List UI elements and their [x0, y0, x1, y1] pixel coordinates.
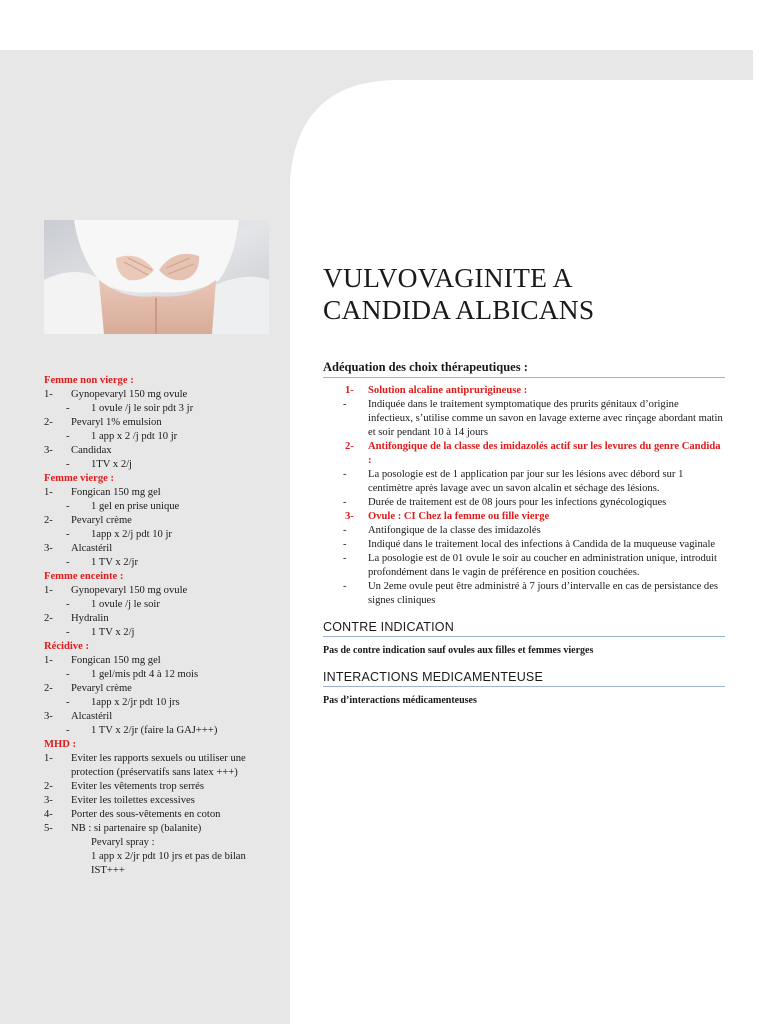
bullet-text: Durée de traitement est de 08 jours pour les infections gynécologiques	[368, 497, 667, 508]
dosage-line	[44, 556, 276, 570]
woman-hands-on-lap-photo	[44, 220, 269, 334]
dosage-text: 1 TV x 2/jr (faire la GAJ+++)	[91, 725, 218, 736]
item-number: 3-	[44, 543, 53, 554]
interactions-heading: INTERACTIONS MEDICAMENTEUSE	[323, 670, 725, 687]
item-text: Eviter les vêtements trop serrés	[71, 781, 204, 792]
item-text: Alcastéril	[71, 543, 113, 554]
bullet-line	[323, 468, 725, 496]
item-number: 1-	[44, 753, 53, 764]
item-title: Antifongique de la classe des imidazolés actif sur les levures du genre Candida :	[368, 441, 721, 466]
item-text: Pevaryl 1% emulsion	[71, 417, 162, 428]
dosage-text: 1 gel en prise unique	[91, 501, 180, 512]
bullet-line	[323, 552, 725, 580]
item-number: 3-	[44, 445, 53, 456]
item-text: Pevaryl crème	[71, 683, 132, 694]
bullet-line	[323, 538, 725, 552]
list-item	[44, 780, 276, 794]
item-text: Porter des sous-vêtements en coton	[71, 809, 221, 820]
dash-bullet: -	[66, 725, 70, 736]
dosage-text: 1app x 2/jr pdt 10 jrs	[91, 697, 180, 708]
dosage-line	[44, 668, 276, 682]
item-number: 1-	[44, 389, 53, 400]
dash-bullet: -	[66, 669, 70, 680]
bullet-text: Indiquée dans le traitement symptomatique des prurits génitaux d’origine infectieux, s’utilise comme un savon en lavage externe avec rinçage abordant matin et soir pendant 10 à 14 jours	[368, 399, 723, 438]
main-content	[323, 360, 725, 706]
section-heading: Femme non vierge :	[44, 375, 134, 386]
list-item	[44, 808, 276, 822]
item-number: 3-	[44, 795, 53, 806]
item-number: 1-	[44, 655, 53, 666]
item-title: Solution alcaline antiprurigineuse :	[368, 385, 528, 396]
dash-bullet: -	[343, 469, 347, 480]
dash-bullet: -	[66, 627, 70, 638]
item-title: Ovule : CI Chez la femme ou fille vierge	[368, 511, 550, 522]
page-title	[323, 262, 723, 326]
dosage-line	[44, 528, 276, 542]
dash-bullet: -	[66, 599, 70, 610]
item-number: 2-	[44, 515, 53, 526]
bullet-text: La posologie est de 1 application par jour sur les lésions avec débord sur 1 centimètre après lavage avec un savon alcalin et séchage des lésions.	[368, 469, 684, 494]
list-item	[44, 752, 276, 780]
list-item	[44, 514, 276, 528]
item-number: 2-	[44, 417, 53, 428]
item-text: Fongican 150 mg gel	[71, 487, 161, 498]
dosage-line	[44, 626, 276, 640]
section-heading: MHD :	[44, 739, 77, 750]
contre-indication-heading: CONTRE INDICATION	[323, 620, 725, 637]
list-item	[44, 388, 276, 402]
adequation-item	[323, 510, 725, 524]
interactions-text: Pas d’interactions médicamenteuses	[323, 695, 477, 706]
list-item	[44, 612, 276, 626]
dosage-text: 1 TV x 2/jr	[91, 557, 138, 568]
dash-bullet: -	[66, 459, 70, 470]
list-item	[44, 682, 276, 696]
bullet-text: La posologie est de 01 ovule le soir au coucher en administration unique, introduit profondément dans le vagin de préférence en position couchées.	[368, 553, 717, 578]
title-line-1: VULVOVAGINITE A	[323, 262, 573, 293]
bullet-line	[323, 524, 725, 538]
item-number: 2-	[44, 781, 53, 792]
dosage-text: 1 ovule /j le soir pdt 3 jr	[91, 403, 194, 414]
item-number: 3-	[44, 711, 53, 722]
dash-bullet: -	[66, 557, 70, 568]
dosage-text: 1 TV x 2/j	[91, 627, 135, 638]
list-item	[44, 710, 276, 724]
item-text: Eviter les toilettes excessives	[71, 795, 195, 806]
item-text: Pevaryl crème	[71, 515, 132, 526]
dash-bullet: -	[343, 497, 347, 508]
adequation-item	[323, 384, 725, 398]
bullet-line	[323, 496, 725, 510]
list-item	[44, 444, 276, 458]
list-item	[44, 584, 276, 598]
dash-bullet: -	[343, 553, 347, 564]
dosage-line	[44, 598, 276, 612]
list-item	[44, 416, 276, 430]
item-number: 1-	[345, 385, 354, 396]
dosage-line	[44, 458, 276, 472]
dosage-line	[44, 696, 276, 710]
item-number: 2-	[345, 441, 354, 452]
dosage-line	[44, 430, 276, 444]
item-number: 1-	[44, 487, 53, 498]
bullet-line	[323, 580, 725, 608]
adequation-item	[323, 440, 725, 468]
bullet-text: Antifongique de la classe des imidazolés	[368, 525, 541, 536]
item-text: Alcastéril	[71, 711, 113, 722]
dash-bullet: -	[343, 539, 347, 550]
item-text: Gynopevaryl 150 mg ovule	[71, 585, 188, 596]
treatment-sidebar	[44, 374, 276, 878]
section-heading: Femme vierge :	[44, 473, 114, 484]
list-item	[44, 794, 276, 808]
dosage-text: 1 gel/mis pdt 4 à 12 mois	[91, 669, 199, 680]
dash-bullet: -	[343, 581, 347, 592]
dash-bullet: -	[66, 697, 70, 708]
dash-bullet: -	[66, 403, 70, 414]
dosage-text: 1TV x 2/j	[91, 459, 133, 470]
section-heading: Femme enceinte :	[44, 571, 124, 582]
contre-indication-text: Pas de contre indication sauf ovules aux filles et femmes vierges	[323, 645, 594, 656]
bullet-text: Indiqué dans le traitement local des infections à Candida de la muqueuse vaginale	[368, 539, 716, 550]
item-text: Gynopevaryl 150 mg ovule	[71, 389, 188, 400]
item-number: 5-	[44, 823, 53, 834]
dash-bullet: -	[66, 529, 70, 540]
list-item	[44, 542, 276, 556]
item-text: NB : si partenaire sp (balanite)	[71, 823, 202, 834]
dash-bullet: -	[343, 525, 347, 536]
list-item	[44, 654, 276, 668]
adequation-heading: Adéquation des choix thérapeutiques :	[323, 360, 725, 378]
item-number: 1-	[44, 585, 53, 596]
item-text: Hydralin	[71, 613, 109, 624]
item-number: 4-	[44, 809, 53, 820]
dash-bullet: -	[343, 399, 347, 410]
dash-bullet: -	[66, 501, 70, 512]
note-line: Pevaryl spray :	[91, 837, 155, 848]
dosage-line	[44, 724, 276, 738]
bullet-text: Un 2eme ovule peut être administré à 7 jours d’intervalle en cas de persistance des signes cliniques	[368, 581, 719, 606]
item-text: Fongican 150 mg gel	[71, 655, 161, 666]
item-text: Eviter les rapports sexuels ou utiliser une protection (préservatifs sans latex +++)	[71, 753, 246, 778]
note-line: 1 app x 2/jr pdt 10 jrs et pas de bilan IST+++	[91, 851, 246, 876]
bullet-line	[323, 398, 725, 440]
list-item	[44, 822, 276, 836]
item-number: 2-	[44, 613, 53, 624]
adequation-list	[323, 378, 725, 608]
item-text: Candidax	[71, 445, 112, 456]
item-number: 3-	[345, 511, 354, 522]
dosage-text: 1app x 2/j pdt 10 jr	[91, 529, 172, 540]
dosage-text: 1 app x 2 /j pdt 10 jr	[91, 431, 178, 442]
list-item	[44, 486, 276, 500]
item-number: 2-	[44, 683, 53, 694]
dosage-line	[44, 402, 276, 416]
dash-bullet: -	[66, 431, 70, 442]
title-line-2: CANDIDA ALBICANS	[323, 294, 595, 325]
section-heading: Récidive :	[44, 641, 90, 652]
dosage-text: 1 ovule /j le soir	[91, 599, 160, 610]
dosage-line	[44, 500, 276, 514]
